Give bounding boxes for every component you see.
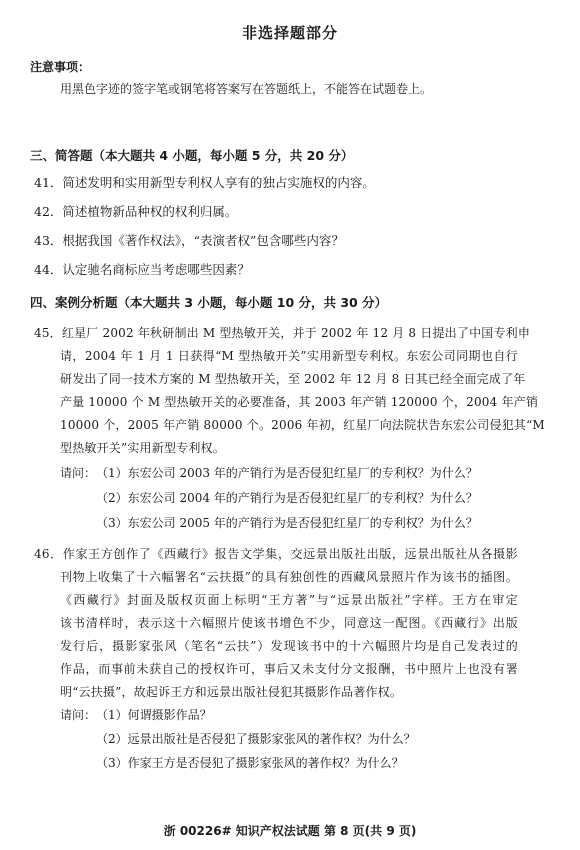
question-46-line: 明“云扶摄”，故起诉王方和远景出版社侵犯其摄影作品著作权。	[60, 685, 403, 699]
section-4-heading: 四、案例分析题（本大题共 3 小题，每小题 10 分，共 30 分）	[30, 295, 388, 310]
question-46-line: 刊物上收集了十六幅署名“云扶摄”的具有独创性的西藏风景照片作为该书的插图。	[60, 570, 518, 584]
section-3-heading: 三、简答题（本大题共 4 小题，每小题 5 分，共 20 分）	[30, 148, 354, 163]
question-45-line: 型热敏开关”实用新型专利权。	[60, 441, 225, 455]
question-46-line: 作品，而事前未获自己的授权许可，事后又未支付分文报酬，书中照片上也没有署	[60, 662, 518, 676]
question-45-ask: 请问：	[60, 466, 97, 480]
notice-heading: 注意事项：	[30, 60, 91, 74]
question-46-line: 《西藏行》封面及版权页面上标明“王方著”与“远景出版社”字样。王方在审定	[60, 593, 518, 607]
question-46-line: 发行后，摄影家张风（笔名“云扶”）发现该书中的十六幅照片均是自己发表过的	[60, 639, 518, 653]
question-45-sub: （2）东宏公司 2004 年的产销行为是否侵犯红星厂的专利权？为什么？	[96, 491, 478, 505]
question-46-ask: 请问：	[60, 708, 97, 722]
question-45-sub: （1）东宏公司 2003 年的产销行为是否侵犯红星厂的专利权？为什么？	[96, 466, 478, 480]
question-45-line: 45．红星厂 2002 年秋研制出 M 型热敏开关，并于 2002 年 12 月 8 日提出了中国专利申	[34, 326, 531, 340]
question-43: 43．根据我国《著作权法》，“表演者权”包含哪些内容？	[34, 233, 344, 248]
question-46-sub: （2）远景出版社是否侵犯了摄影家张风的著作权？为什么？	[96, 732, 416, 746]
question-42: 42．简述植物新品种权的权利归属。	[34, 204, 238, 219]
notice-text: 用黑色字迹的签字笔或钢笔将答案写在答题纸上，不能答在试题卷上。	[60, 82, 433, 96]
question-45-line: 研发出了同一技术方案的 M 型热敏开关，至 2002 年 12 月 8 日其已经全面完成了年	[60, 372, 526, 386]
page-footer: 浙 00226# 知识产权法试题 第 8 页(共 9 页)	[163, 824, 417, 838]
question-41: 41．简述发明和实用新型专利权人享有的独占实施权的内容。	[34, 175, 375, 190]
question-45-sub: （3）东宏公司 2005 年的产销行为是否侵犯红星厂的专利权？为什么？	[96, 516, 478, 530]
question-45-line: 10000 个，2005 年产销 80000 个。2006 年初，红星厂向法院状告东宏公司侵犯其“M	[60, 418, 545, 432]
question-46-sub: （1）何谓摄影作品？	[96, 708, 212, 722]
question-44: 44．认定驰名商标应当考虑哪些因素？	[34, 262, 250, 277]
question-45-line: 产量 10000 个 M 型热敏开关的必要准备，其 2003 年产销 120000 个，2004 年产销	[60, 395, 539, 409]
question-45-line: 请，2004 年 1 月 1 日获得“M 型热敏开关”实用新型专利权。东宏公司同期也自行	[60, 349, 518, 363]
question-46-line: 该书清样时，表示这十六幅照片使该书增色不少，同意这一配图。《西藏行》出版	[60, 616, 518, 630]
question-46-line: 46．作家王方创作了《西藏行》报告文学集，交远景出版社出版，远景出版社从各摄影	[34, 547, 518, 561]
question-46-sub: （3）作家王方是否侵犯了摄影家张风的著作权？为什么？	[96, 756, 404, 770]
page-title: 非选择题部分	[241, 24, 338, 42]
